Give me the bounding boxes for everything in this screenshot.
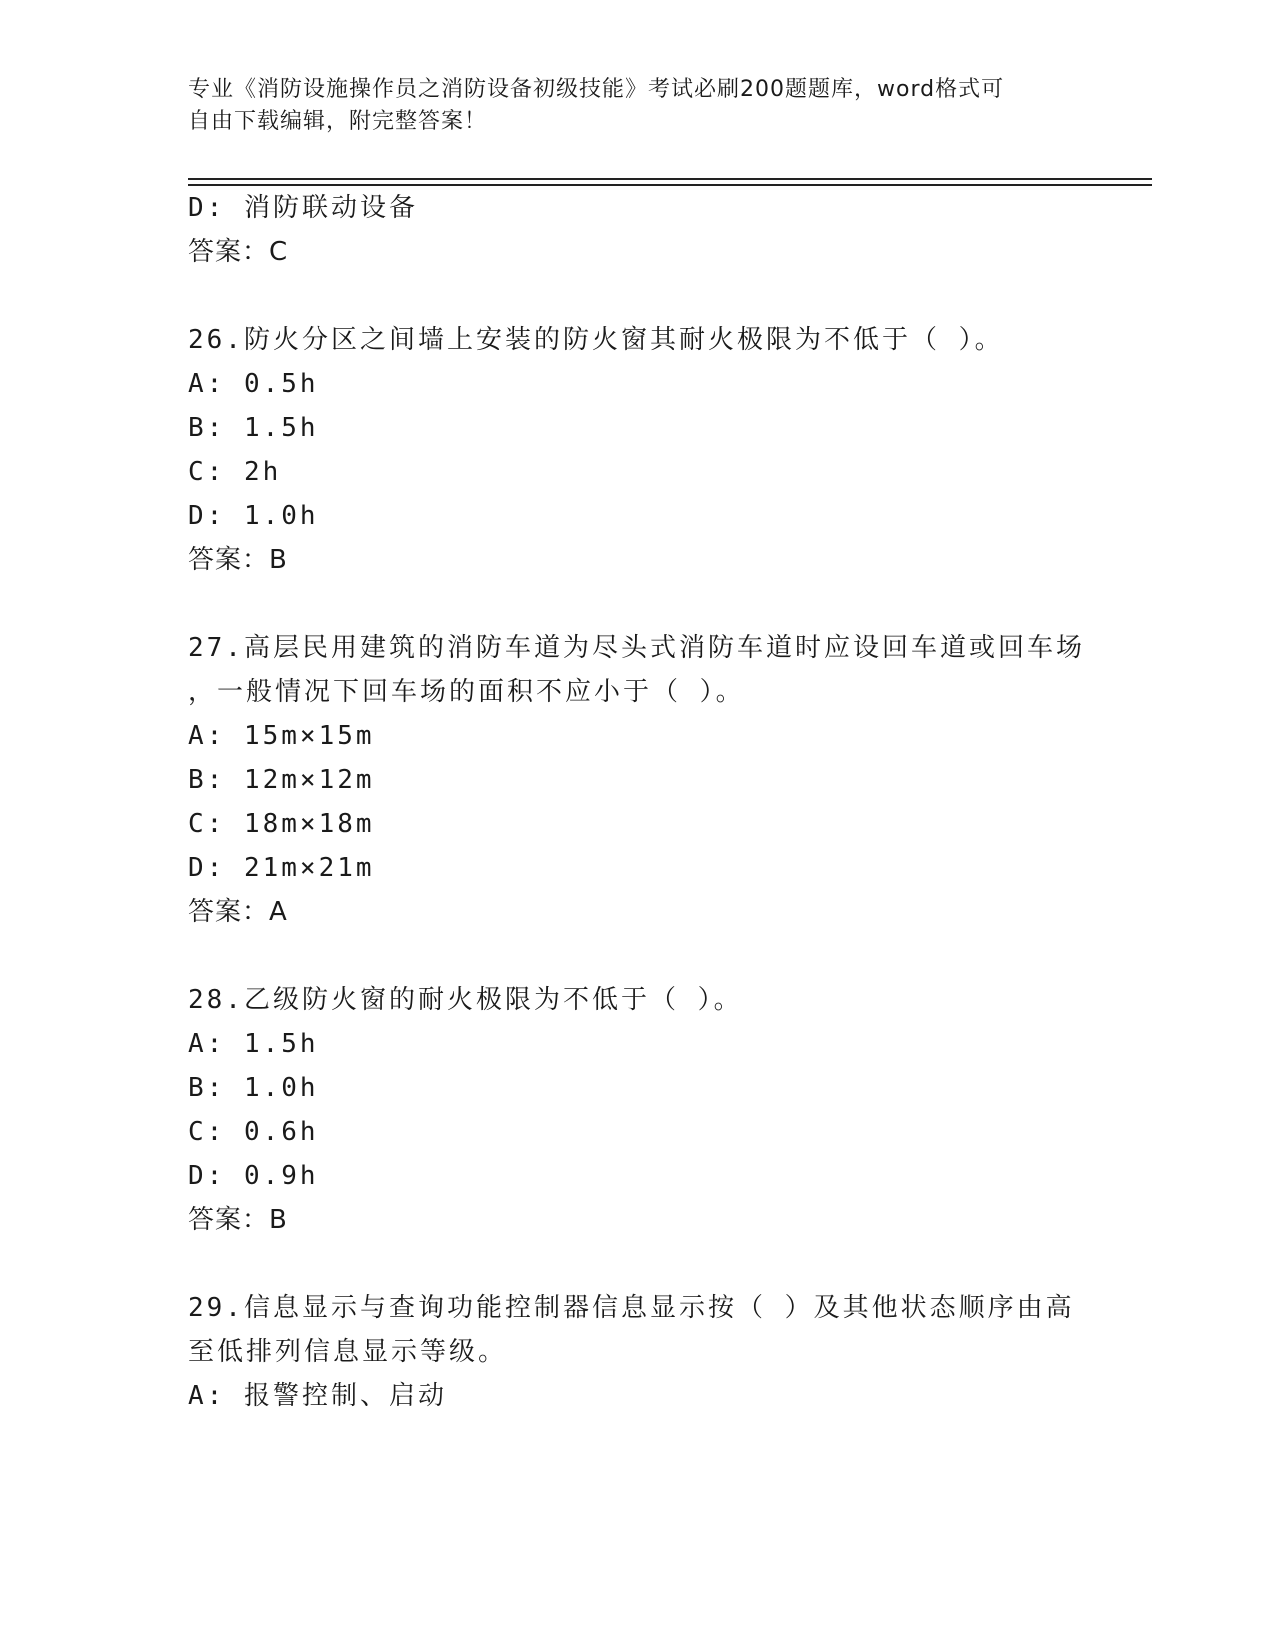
question-26-option-d: D: 1.0h — [188, 501, 319, 531]
question-28-option-a: A: 1.5h — [188, 1029, 319, 1059]
question-29-stem-line-1: 29.信息显示与查询功能控制器信息显示按（ ）及其他状态顺序由高 — [188, 1293, 1075, 1323]
question-28-answer: 答案：B — [188, 1205, 288, 1235]
question-27-option-c: C: 18m×18m — [188, 809, 375, 839]
header-divider-top — [188, 178, 1152, 180]
question-26-answer: 答案：B — [188, 545, 288, 575]
question-28-option-d: D: 0.9h — [188, 1161, 319, 1191]
question-27-option-a: A: 15m×15m — [188, 721, 375, 751]
question-26-option-c: C: 2h — [188, 457, 282, 487]
question-26-stem: 26.防火分区之间墙上安装的防火窗其耐火极限为不低于（ ）。 — [188, 325, 1004, 355]
header-line-2: 自由下载编辑，附完整答案！ — [188, 109, 488, 134]
question-27-stem-line-1: 27.高层民用建筑的消防车道为尽头式消防车道时应设回车道或回车场 — [188, 633, 1085, 663]
question-26-option-a: A: 0.5h — [188, 369, 319, 399]
prev-question-option-d: D: 消防联动设备 — [188, 193, 418, 223]
header-line-1: 专业《消防设施操作员之消防设备初级技能》考试必刷200题题库，word格式可 — [188, 77, 1005, 102]
question-28-stem: 28.乙级防火窗的耐火极限为不低于（ ）。 — [188, 985, 743, 1015]
question-27-stem-line-2: ，一般情况下回车场的面积不应小于（ ）。 — [188, 677, 745, 707]
question-28-option-b: B: 1.0h — [188, 1073, 319, 1103]
question-29-stem-line-2: 至低排列信息显示等级。 — [188, 1337, 508, 1367]
header-divider-bottom — [188, 184, 1152, 186]
question-29-option-a: A: 报警控制、启动 — [188, 1381, 447, 1411]
prev-question-answer: 答案：C — [188, 237, 289, 267]
question-27-option-b: B: 12m×12m — [188, 765, 375, 795]
question-27-option-d: D: 21m×21m — [188, 853, 375, 883]
question-26-option-b: B: 1.5h — [188, 413, 319, 443]
document-header — [188, 74, 1088, 138]
question-27-answer: 答案：A — [188, 897, 288, 927]
question-28-option-c: C: 0.6h — [188, 1117, 319, 1147]
